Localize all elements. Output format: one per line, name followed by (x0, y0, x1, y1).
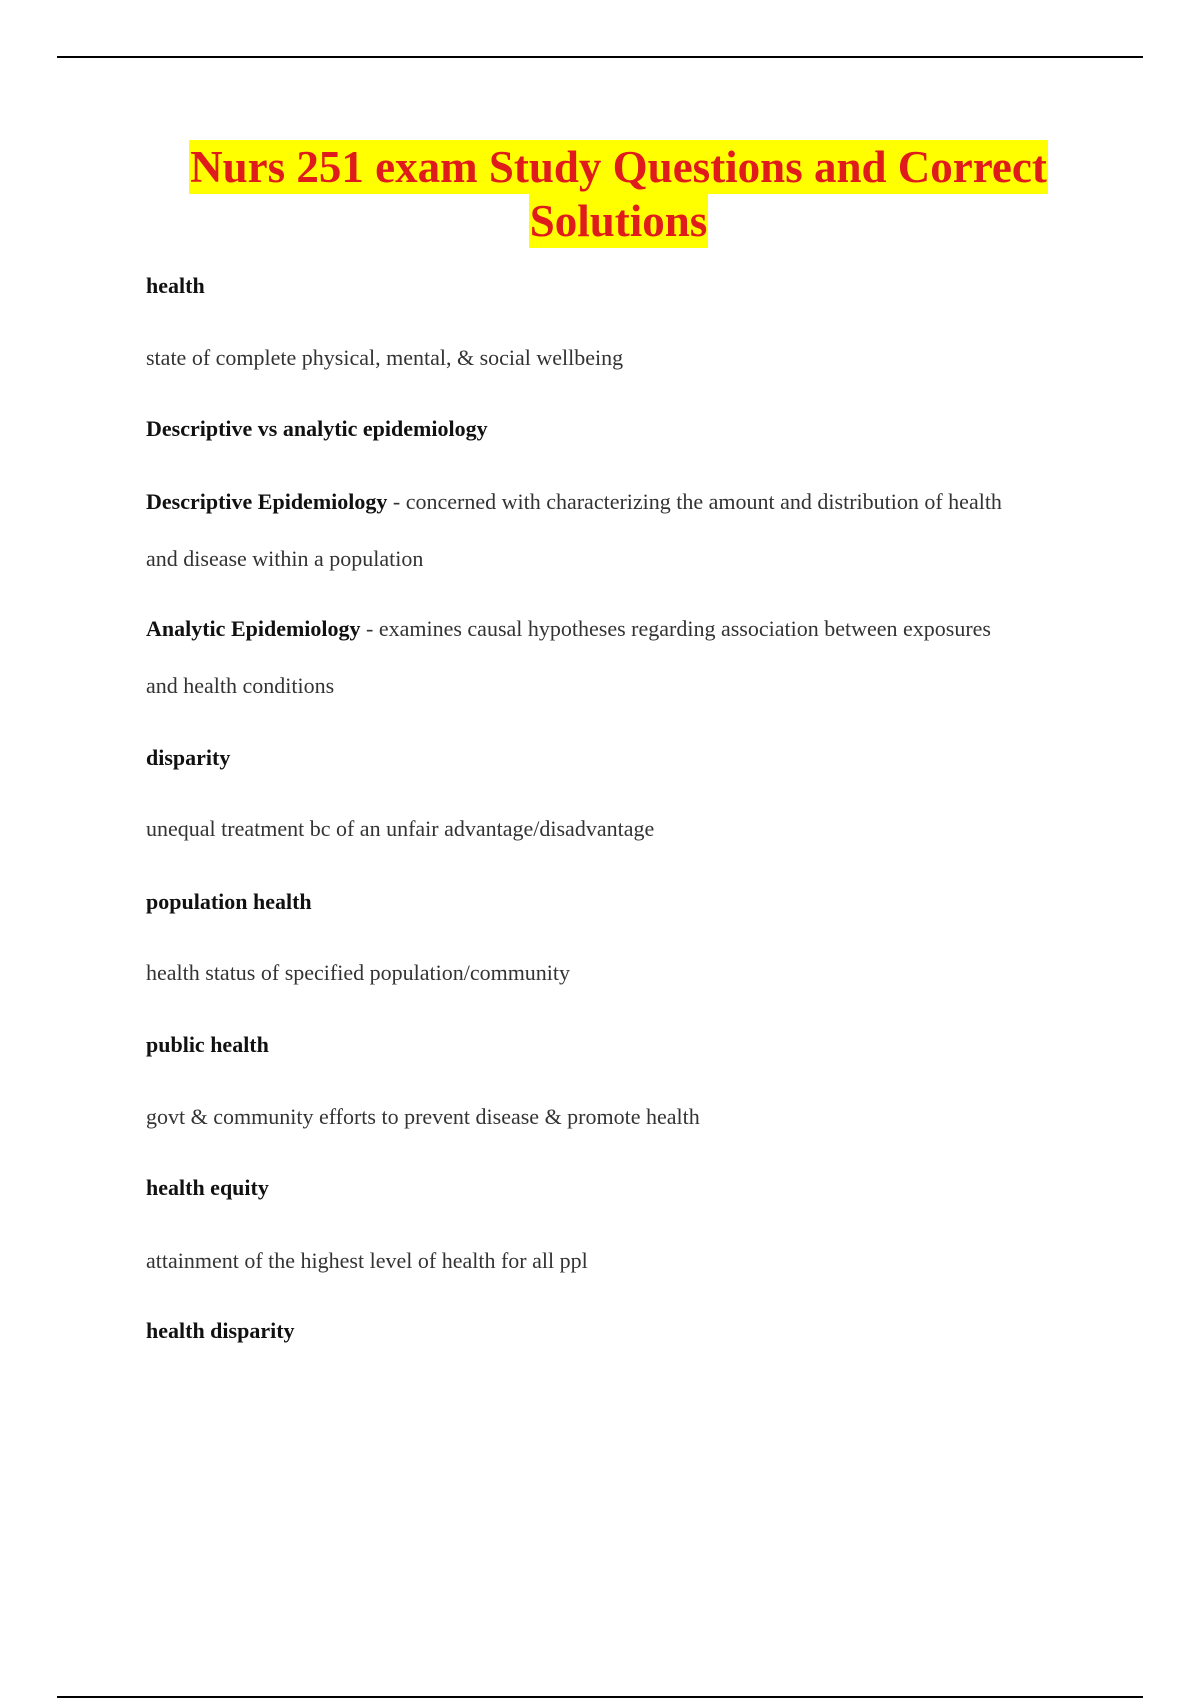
descriptive-epidemiology-label: Descriptive Epidemiology (146, 489, 388, 514)
definition-health-equity: attainment of the highest level of health for all ppl (146, 1248, 588, 1273)
analytic-epidemiology-label: Analytic Epidemiology (146, 616, 361, 641)
term-public-health: public health (146, 1032, 269, 1057)
term-health-equity: health equity (146, 1175, 269, 1200)
term-health: health (146, 273, 205, 298)
definition-descriptive-epidemiology-cont: and disease within a population (146, 546, 424, 571)
definition-health: state of complete physical, mental, & social wellbeing (146, 345, 624, 370)
term-epidemiology: Descriptive vs analytic epidemiology (146, 416, 488, 441)
title-line-2: Solutions (529, 196, 708, 246)
title-line-1: Nurs 251 exam Study Questions and Correct (190, 142, 1047, 192)
definition-descriptive-epidemiology (146, 489, 1002, 515)
term-disparity: disparity (146, 745, 231, 770)
footer-rule (57, 1696, 1143, 1698)
analytic-epidemiology-text: - examines causal hypotheses regarding association between exposures (360, 616, 991, 641)
term-health-disparity: health disparity (146, 1318, 295, 1343)
descriptive-epidemiology-text: - concerned with characterizing the amount and distribution of health (387, 489, 1002, 514)
page-title (0, 140, 1200, 248)
header-rule (57, 56, 1143, 58)
definition-analytic-epidemiology (146, 616, 991, 642)
term-population-health: population health (146, 889, 312, 914)
definition-disparity: unequal treatment bc of an unfair advantage/disadvantage (146, 816, 655, 841)
definition-population-health: health status of specified population/community (146, 960, 571, 985)
definition-public-health: govt & community efforts to prevent disease & promote health (146, 1104, 700, 1129)
definition-analytic-epidemiology-cont: and health conditions (146, 673, 335, 698)
